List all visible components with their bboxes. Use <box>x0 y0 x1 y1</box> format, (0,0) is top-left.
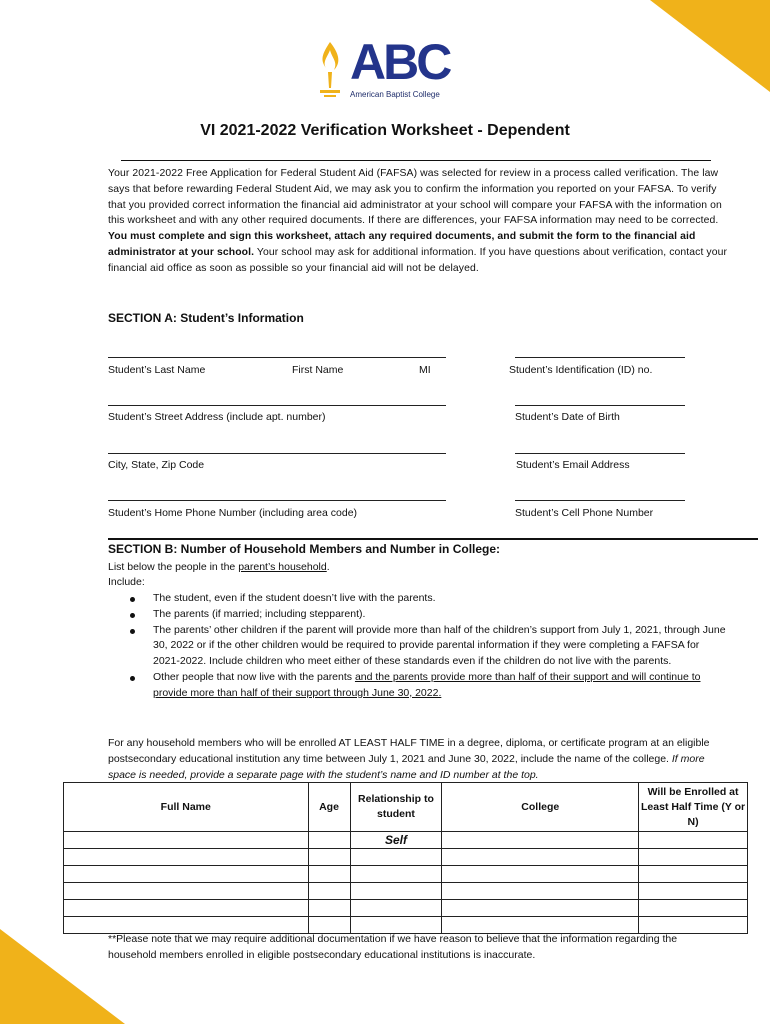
bullet-text-underlined: and the parents provide more than half of their support and will continue to provide more than half of their support through June 30, 2022. <box>153 670 701 699</box>
logo-subtitle: American Baptist College <box>350 90 440 99</box>
college-logo <box>312 34 462 102</box>
relationship-header: Relationship to student <box>350 783 442 832</box>
list-below-period: . <box>326 561 330 573</box>
home-phone-field-line[interactable] <box>108 500 446 501</box>
full-name-header: Full Name <box>64 783 309 832</box>
list-item <box>108 670 728 702</box>
dob-field-line[interactable] <box>515 405 685 406</box>
enrollment-text-italic: If more space is needed, provide a separate page with the student’s name and ID number at the top. <box>108 752 705 781</box>
section-a-heading: SECTION A: Student’s Information <box>108 311 304 325</box>
table-row <box>64 866 748 883</box>
list-below-text <box>108 559 728 575</box>
documentation-note: **Please note that we may require additional documentation if we have reason to believe that the information regarding the household members enrolled in eligible postsecondary educational institutions is inaccurate. <box>108 933 678 961</box>
street-address-field-line[interactable] <box>108 405 446 406</box>
household-table <box>63 782 748 934</box>
home-phone-label: Student’s Home Phone Number (including area code) <box>108 507 358 519</box>
student-id-field-line[interactable] <box>515 357 685 358</box>
section-b-heading: SECTION B: Number of Household Members and Number in College: <box>108 542 501 556</box>
email-label: Student’s Email Address <box>516 459 630 471</box>
table-cell[interactable] <box>308 866 350 883</box>
list-item <box>108 623 728 670</box>
table-row <box>64 900 748 917</box>
include-label: Include: <box>108 576 145 588</box>
self-cell: Self <box>350 832 442 849</box>
table-header-row <box>64 783 748 832</box>
table-cell[interactable] <box>350 849 442 866</box>
table-cell[interactable] <box>442 883 639 900</box>
bullet-icon <box>130 676 135 681</box>
dob-label: Student’s Date of Birth <box>515 411 620 423</box>
table-cell[interactable] <box>442 900 639 917</box>
street-address-label: Student’s Street Address (include apt. number) <box>108 411 326 423</box>
table-cell[interactable] <box>350 900 442 917</box>
corner-decoration-top-right <box>650 0 770 92</box>
torch-flame-icon <box>312 40 348 100</box>
bullet-text: The student, even if the student doesn’t live with the parents. <box>153 592 436 604</box>
table-cell[interactable] <box>308 849 350 866</box>
table-row <box>64 832 748 849</box>
cell-phone-field-line[interactable] <box>515 500 685 501</box>
student-id-label: Student’s Identification (ID) no. <box>509 364 653 376</box>
table-row <box>64 883 748 900</box>
intro-text-2: Your school may ask for additional information. If you have questions about verification, contact your financial aid office as soon as possible so your financial aid will not be delayed. <box>108 246 728 274</box>
bullet-text: The parents (if married; including stepparent). <box>153 607 366 620</box>
intro-text-1: Your 2021-2022 Free Application for Federal Student Aid (FAFSA) was selected for review in a process called verification. The law says that before rewarding Federal Student Aid, we may ask you to confirm the information you reported on your FAFSA. To verify that you provided correct information the financial aid administrator at your school will compare your FAFSA with the information on this worksheet and with any other required documents. If there are differences, your FAFSA information may need to be corrected. <box>108 168 722 227</box>
table-cell[interactable] <box>350 883 442 900</box>
household-bullet-list <box>108 591 728 702</box>
table-cell[interactable] <box>64 900 309 917</box>
table-cell[interactable] <box>350 866 442 883</box>
list-item <box>108 591 728 607</box>
table-cell[interactable] <box>442 849 639 866</box>
intro-text-bold: You must complete and sign this worksheet, attach any required documents, and submit the form to the financial aid administrator at your school. <box>108 231 696 258</box>
city-label: City, State, Zip Code <box>108 459 205 471</box>
table-cell[interactable] <box>639 849 748 866</box>
list-below-plain: List below the people in the <box>108 561 239 573</box>
table-cell[interactable] <box>442 866 639 883</box>
age-header: Age <box>308 783 350 832</box>
mi-label: MI <box>419 364 431 376</box>
bullet-icon <box>130 597 135 602</box>
last-name-label: Student’s Last Name <box>108 364 206 376</box>
table-cell[interactable] <box>64 832 309 849</box>
name-field-line[interactable] <box>108 357 446 358</box>
city-field-line[interactable] <box>108 453 446 454</box>
table-cell[interactable] <box>308 900 350 917</box>
table-cell[interactable] <box>308 883 350 900</box>
enrolled-header: Will be Enrolled at Least Half Time (Y or N) <box>639 783 748 832</box>
table-row <box>64 849 748 866</box>
table-cell[interactable] <box>442 832 639 849</box>
section-b-divider <box>108 538 758 540</box>
email-field-line[interactable] <box>515 453 685 454</box>
college-header: College <box>442 783 639 832</box>
table-cell[interactable] <box>64 866 309 883</box>
table-cell[interactable] <box>64 849 309 866</box>
corner-decoration-bottom-left <box>0 929 125 1024</box>
bullet-icon <box>130 613 135 618</box>
first-name-label: First Name <box>292 364 344 376</box>
bullet-icon <box>130 629 135 634</box>
table-cell[interactable] <box>639 866 748 883</box>
bullet-text: The parents’ other children if the parent will provide more than half of the children’s support from July 1, 2021, through June 30, 2022 or if the other children would be required to provide parental information if they were completing a FAFSA for 2021-2022. Include children who meet either of these standards even if the children do not live with the parents. <box>153 623 726 668</box>
intro-paragraph <box>108 166 728 277</box>
page-title: VI 2021-2022 Verification Worksheet - Dependent <box>200 122 570 139</box>
table-cell[interactable] <box>64 883 309 900</box>
enrollment-text: For any household members who will be enrolled AT LEAST HALF TIME in a degree, diploma, or certificate program at an eligible postsecondary educational institution any time between July 1, 2021 and June 30, 2022, include the name of the college. <box>108 737 710 765</box>
title-underline <box>121 160 711 161</box>
bullet-text: Other people that now live with the parents <box>153 670 355 683</box>
enrollment-paragraph <box>108 736 728 783</box>
table-cell[interactable] <box>639 883 748 900</box>
logo-wordmark: ABC <box>350 34 450 90</box>
cell-phone-label: Student’s Cell Phone Number <box>515 507 654 519</box>
parents-household-link: parent’s household <box>238 561 327 573</box>
list-item <box>108 607 728 623</box>
table-cell[interactable] <box>639 900 748 917</box>
table-cell[interactable] <box>308 832 350 849</box>
table-cell[interactable] <box>639 832 748 849</box>
